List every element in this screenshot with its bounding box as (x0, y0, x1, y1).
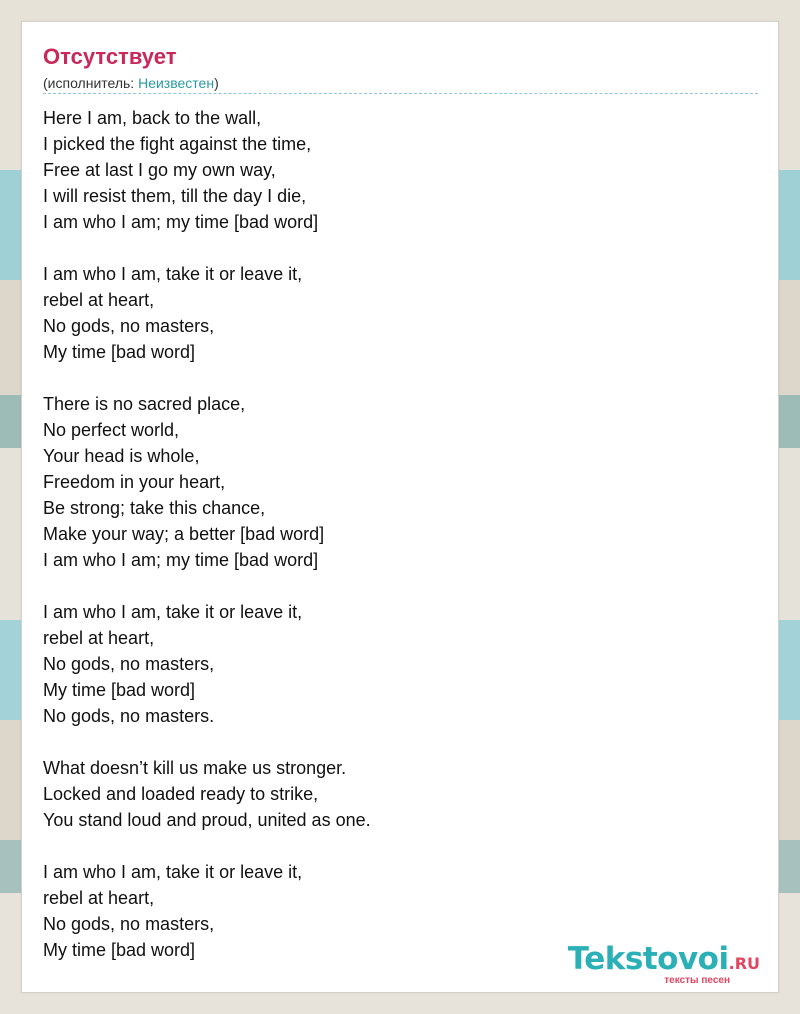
lyric-line: rebel at heart, (43, 290, 155, 310)
lyric-line: No gods, no masters. (43, 706, 215, 726)
lyric-line: You stand loud and proud, united as one. (43, 810, 371, 830)
lyric-line: No gods, no masters, (43, 914, 215, 934)
lyric-line: Here I am, back to the wall, (43, 108, 262, 128)
lyric-line: No perfect world, (43, 420, 180, 440)
lyric-line: Free at last I go my own way, (43, 160, 276, 180)
lyric-blank-line (43, 365, 743, 391)
lyric-blank-line (43, 729, 743, 755)
lyric-line: My time [bad word] (43, 680, 196, 700)
lyric-line: What doesn’t kill us make us stronger. (43, 758, 347, 778)
lyric-line: I picked the fight against the time, (43, 134, 312, 154)
lyric-line: I am who I am, take it or leave it, (43, 862, 303, 882)
lyric-line: I am who I am; my time [bad word] (43, 212, 319, 232)
artist-line (43, 74, 219, 92)
lyric-line: Locked and loaded ready to strike, (43, 784, 319, 804)
logo-name: Tekstovoi (567, 941, 729, 977)
song-title: Отсутствует (43, 44, 177, 69)
title-divider (43, 93, 758, 94)
lyric-blank-line (43, 235, 743, 261)
lyrics-text (43, 105, 743, 963)
lyric-line: There is no sacred place, (43, 394, 246, 414)
lyric-line: Make your way; a better [bad word] (43, 524, 325, 544)
lyric-line: I am who I am, take it or leave it, (43, 602, 303, 622)
site-logo[interactable] (548, 942, 768, 990)
lyric-blank-line (43, 833, 743, 859)
artist-suffix: ) (214, 75, 219, 91)
lyrics-card (21, 21, 779, 993)
artist-prefix: (исполнитель: (43, 75, 139, 91)
lyric-line: Freedom in your heart, (43, 472, 226, 492)
lyric-line: No gods, no masters, (43, 654, 215, 674)
lyric-line: I am who I am, take it or leave it, (43, 264, 303, 284)
lyric-line: Your head is whole, (43, 446, 200, 466)
lyric-line: rebel at heart, (43, 888, 155, 908)
lyric-line: Be strong; take this chance, (43, 498, 266, 518)
lyric-line: My time [bad word] (43, 342, 196, 362)
lyric-line: rebel at heart, (43, 628, 155, 648)
logo-tagline: тексты песен (664, 975, 730, 986)
logo-tld: .RU (728, 954, 760, 973)
lyric-line: My time [bad word] (43, 940, 196, 960)
lyric-line: I am who I am; my time [bad word] (43, 550, 319, 570)
lyric-line: I will resist them, till the day I die, (43, 186, 307, 206)
artist-link[interactable]: Неизвестен (138, 75, 215, 91)
lyric-blank-line (43, 573, 743, 599)
lyric-line: No gods, no masters, (43, 316, 215, 336)
